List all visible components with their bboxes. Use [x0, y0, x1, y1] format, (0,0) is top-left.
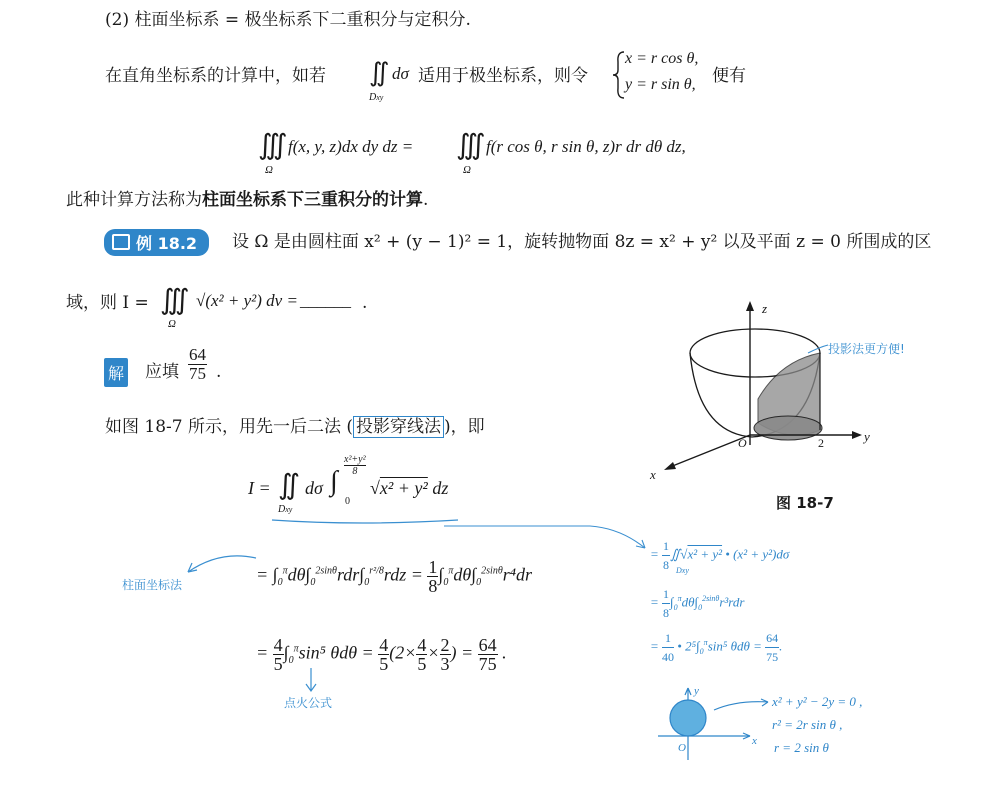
para1-dsigma: dσ — [392, 64, 409, 83]
formula-lhs: f(x, y, z)dx dy dz = — [288, 137, 414, 156]
triple-integral-sign-example: ∭ — [160, 285, 190, 316]
solution-badge: 解 — [104, 358, 128, 387]
para1-sub: Dxy — [369, 92, 384, 103]
omega-sub-lhs: Ω — [265, 164, 273, 176]
derivation-sub: Dxy — [278, 504, 293, 515]
section-heading: (2) 柱面坐标系 = 极坐标系下二重积分与定积分. — [105, 10, 471, 30]
cylindrical-arrow — [180, 550, 260, 580]
circle-eq-1: x² + y² − 2y = 0 , — [772, 694, 863, 709]
alt-line-3: = $\frac{1}{40}$ • $2^5\int_0^\pi\sin^5$ θdθ = $\frac{64}{75}$ . — [650, 631, 783, 664]
derivation-line3: = $\frac{4}{5}$ $\int_0^\pi\sin^5$ θdθ = $\frac{4}{5}$ (2× $\frac{4}{5}$ × $\frac{2}{3}$ ) = $\frac{64}{75}$ . — [256, 635, 507, 674]
method-line: 如图 18-7 所示，用先一后二法 ( 投影穿线法 )，即 — [105, 417, 485, 437]
method-boxed: 投影穿线法 — [353, 416, 444, 438]
answer-blank: ______ — [300, 291, 351, 310]
figure-18-7 — [640, 295, 880, 485]
figure-tick-2: 2 — [818, 436, 824, 450]
derivation-double-integral: ∬ — [278, 470, 301, 501]
circle-x-label: x — [752, 735, 757, 747]
para1-prefix: 在直角坐标系的计算中，如若 — [105, 66, 326, 86]
example-badge: 例 18.2 — [104, 229, 209, 256]
derivation-upper-limit: x²+y² 8 — [344, 454, 366, 477]
derivation-int-sign: ∫ — [330, 466, 338, 497]
example-statement: 设 Ω 是由圆柱面 x² + (y − 1)² = 1，旋转抛物面 8z = x² + y² 以及平面 z = 0 所围成的区 — [232, 232, 932, 252]
circle-eq-3: r = 2 sin θ — [774, 740, 829, 755]
derivation-dsigma: dσ — [305, 478, 323, 498]
figure-z-label: z — [762, 301, 768, 316]
circle-eq-2: r² = 2r sin θ , — [772, 717, 843, 732]
example-integrand: √(x² + y²) dv = — [196, 291, 298, 310]
triple-integral-sign-lhs: ∭ — [258, 130, 288, 161]
figure-y-label: y — [864, 429, 870, 444]
book-icon — [112, 234, 130, 250]
system-brace — [612, 50, 626, 100]
derivation-underline — [270, 512, 460, 526]
dianhuo-arrow — [304, 666, 318, 694]
answer-end: . — [216, 362, 222, 382]
circle-y-label: y — [694, 685, 699, 697]
example-statement2-prefix: 域，则 I = — [66, 293, 149, 313]
alt-line-2: = $\frac{1}{8}$ $\int_0^\pi d\theta\int_0^{2sin\theta}r^3rdr$ — [650, 587, 745, 620]
system-line-1: x = r cos θ, — [625, 50, 699, 67]
omega-sub-rhs: Ω — [463, 164, 471, 176]
answer-prefix: 应填 — [145, 362, 179, 382]
derivation-lower-limit: 0 — [345, 496, 350, 507]
circle-origin-label: O — [678, 742, 686, 754]
alt-line-1: = $\frac{1}{8}$ ∬√x² + y² • (x² + y²)dσ — [650, 539, 790, 572]
alt-arrow — [440, 520, 650, 556]
answer-fraction: $\frac{64}{75}$ — [189, 345, 206, 383]
circle-eq-arrow — [712, 690, 772, 714]
derivation-I: I = — [248, 478, 271, 498]
figure-caption: 图 18-7 — [776, 494, 834, 512]
double-integral-sign: ∬ — [369, 58, 390, 87]
figure-origin-label: O — [738, 436, 747, 450]
cylindrical-note: 柱面坐标法 — [122, 578, 183, 592]
example-end: . — [362, 293, 368, 313]
derivation-integrand: √x² + y² dz — [370, 478, 449, 498]
para2: 此种计算方法称为柱面坐标系下三重积分的计算. — [66, 190, 429, 210]
omega-sub-example: Ω — [168, 318, 176, 330]
dianhuo-note: 点火公式 — [284, 696, 333, 710]
projection-note: 投影法更方便! — [828, 342, 905, 356]
formula-rhs: f(r cos θ, r sin θ, z)r dr dθ dz, — [486, 137, 686, 156]
derivation-line2: = $\int_0^\pi d\theta\int_0^{2sin\theta}rdr\int_0^{r^2/8}rdz$ = $\frac{1}{8}$ $\int_0^\pi d\theta\int_0^{2sin\theta}r^4dr$ — [256, 557, 533, 596]
system-line-2: y = r sin θ, — [625, 76, 696, 93]
alt-sub: Dxy — [676, 566, 689, 575]
triple-integral-sign-rhs: ∭ — [456, 130, 486, 161]
para1-suffix: 便有 — [712, 66, 746, 86]
para1-mid: 适用于极坐标系，则令 — [418, 66, 588, 86]
figure-x-label: x — [650, 467, 656, 482]
